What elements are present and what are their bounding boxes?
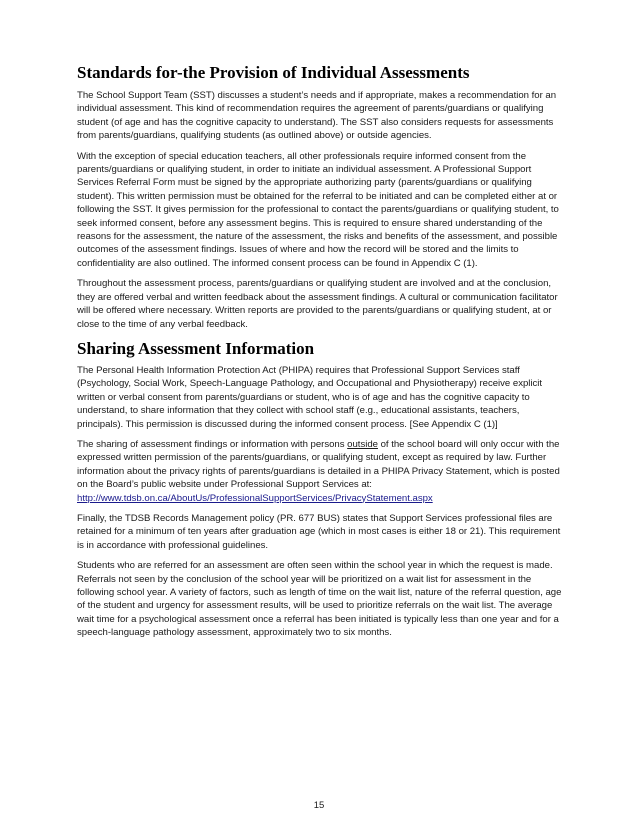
document-page — [77, 62, 567, 647]
sharing-text-end: of the school board will only occur with the expressed written permission of the parents/guardians, or qualifying student, except as required by law. Further information about the privacy rights of parents/guardians is detailed in a PHIPA Privacy Statement, which is posted on the Board’s public website under Professional Support Services at: — [77, 438, 560, 491]
paragraph-wait-list: Students who are referred for an assessment are often seen within the school year in which the request is made. Referrals not seen by the conclusion of the school year will be prioritized on a wait list for assessment in the following school year. A variety of factors, such as length of time on the wait list, nature of the referral question, age of the student and urgency for assessment results, will be used to prioritize referrals on the wait list. The average wait time for a psychological assessment once a referral has been initiated is typically less than one year and for a speech-language pathology assessment, approximately two to six months. — [77, 560, 562, 639]
paragraph-phipa: The Personal Health Information Protection Act (PHIPA) requires that Professional Support Services staff (Psychology, Social Work, Speech-Language Pathology, and Occupational and Physiotherapy) receive explicit written or verbal consent from parents/guardians or student, who is of age and has the cognitive capacity to understand, to share information that they collect with school staff (e.g., educational assistants, teachers, principals). This permission is discussed during the informed consent process. [See Appendix C (1)] — [77, 364, 543, 430]
privacy-statement-link[interactable]: http://www.tdsb.on.ca/AboutUs/ProfessionalSupportServices/PrivacyStatement.aspx — [77, 492, 433, 504]
paragraph-records-management: Finally, the TDSB Records Management policy (PR. 677 BUS) states that Support Services professional files are retained for a minimum of ten years after graduation age (which in most cases is either 18 or 21). This requirement is in accordance with professional guidelines. — [77, 512, 561, 551]
paragraph-assessment-feedback: Throughout the assessment process, parents/guardians or qualifying student are involved and at the conclusion, they are offered verbal and written feedback about the assessment findings. A cultural or communication facilitator will be offered where necessary. Written reports are provided to the parents/guardians or qualifying student, at or close to the time of any verbal feedback. — [77, 278, 558, 330]
outside-emphasis: outside — [347, 438, 378, 450]
section-heading-sharing: Sharing Assessment Information — [77, 338, 315, 358]
paragraph-informed-consent: With the exception of special education teachers, all other professionals require informed consent from the parents/guardians or qualifying student, in order to initiate an individual assessment. A Professional Support Services Referral Form must be signed by the appropriate authorizing party (parents/guardians or qualifying student). This written permission must be obtained for the referral to be initiated and can be completed either at or following the SST. It gives permission for the professional to contact the parents/guardians or qualifying student, to seek informed consent, before any assessment begins. This is required to ensure shared understanding of the reasons for the assessment, the nature of the assessment, the risks and benefits of the assessment, and possible outcomes of the assessment findings. Issues of where and how the record will be stored and the limits to confidentiality are also outlined. The informed consent process can be found in Appendix C (1). — [77, 150, 559, 269]
paragraph-sharing-findings — [77, 438, 567, 505]
page-number: 15 — [313, 800, 325, 811]
paragraph-sst: The School Support Team (SST) discusses a student’s needs and if appropriate, makes a recommendation for an individual assessment. This kind of recommendation requires the agreement of parents/guardians or qualifying student (of age and has the cognitive capacity to understand). The SST also considers requests for assessments from parents/guardians, qualifying students (as outlined above) or outside agencies. — [77, 90, 557, 142]
section-heading-standards: Standards for-the Provision of Individual Assessments — [77, 63, 470, 82]
sharing-text-start: The sharing of assessment findings or information with persons — [77, 438, 348, 450]
